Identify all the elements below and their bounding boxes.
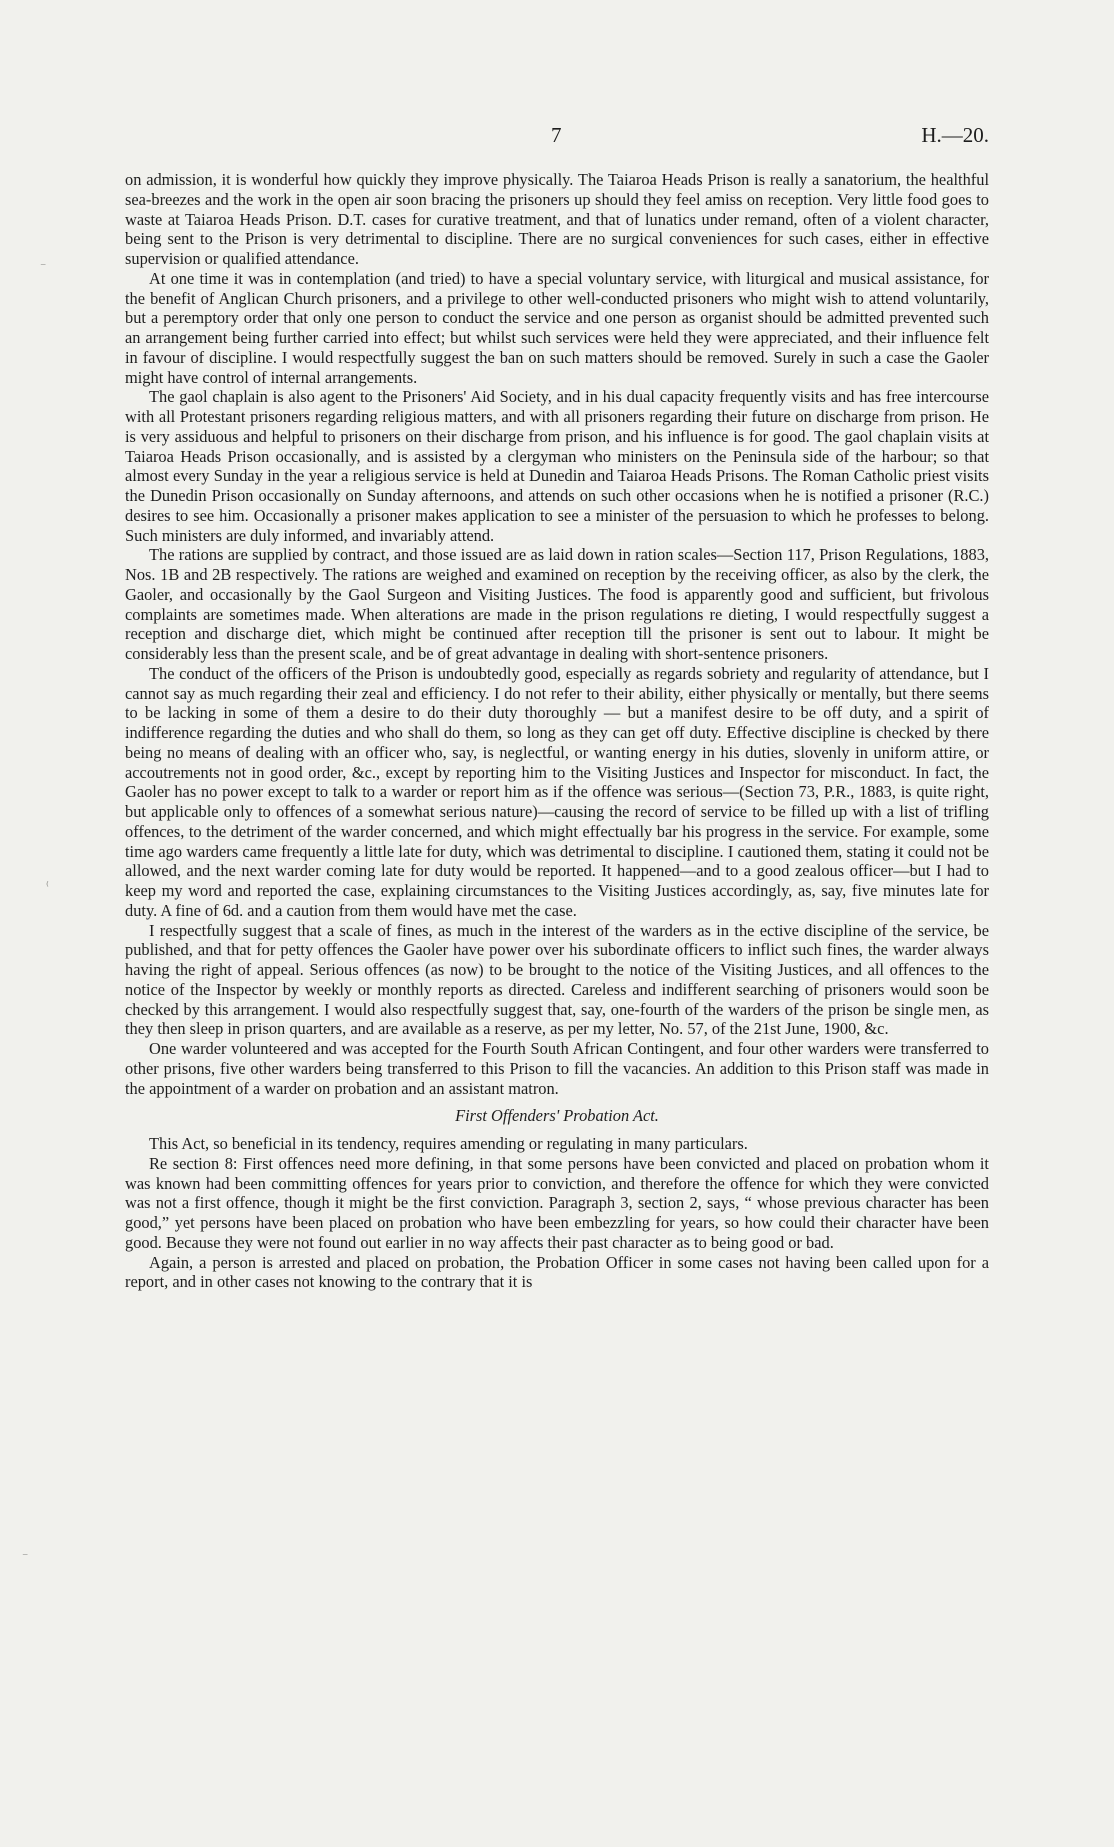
paragraph-10: Again, a person is arrested and placed on probation, the Probation Officer in some cases not having been called upon for a report, and in other cases not knowing to the contrary that it is bbox=[125, 1252, 989, 1292]
paragraph-2: At one time it was in contemplation (and tried) to have a special voluntary service, with liturgical and musical assistance, for the benefit of Anglican Church prisoners, and a privilege to other well-conducted prisoners who might wish to attend voluntarily, but a peremptory order that only one person to conduct the service and one person as organist should be admitted prevented such an arrangement being further carried into effect; but whilst such services were held they were appreciated, and their influence felt in favour of discipline. I would respectfully suggest the ban on such matters should be removed. Surely in such a case the Gaoler might have control of internal arrangements. bbox=[125, 268, 989, 387]
document-body bbox=[125, 170, 989, 1292]
document-code: H.—20. bbox=[921, 123, 989, 147]
paragraph-3: The gaol chaplain is also agent to the Prisoners' Aid Society, and in his dual capacity frequently visits and has free intercourse with all Protestant prisoners regarding religious matters, and with all prisoners regarding their future on discharge from prison. He is very assiduous and helpful to prisoners on their discharge from prison, and his influence is for good. The gaol chaplain visits at Taiaroa Heads Prison occasionally, and is assisted by a clergyman who ministers on the Peninsula side of the harbour; so that almost every Sunday in the year a religious service is held at Dunedin and Taiaroa Heads Prisons. The Roman Catholic priest visits the Dunedin Prison occasionally on Sunday afternoons, and attends on such other occasions when he is notified a prisoner (R.C.) desires to see him. Occasionally a prisoner makes application to see a minister of the persuasion to which he professes to belong. Such ministers are duly informed, and invariably attend. bbox=[125, 387, 989, 545]
page-number: 7 bbox=[551, 123, 562, 147]
scan-mark: ⁻ bbox=[22, 1549, 29, 1563]
paragraph-4: The rations are supplied by contract, and those issued are as laid down in ration scales—Section 117, Prison Regulations, 1883, Nos. 1B and 2B respectively. The rations are weighed and examined on reception by the receiving officer, as also by the clerk, the Gaoler, and occasionally by the Gaol Surgeon and Visiting Justices. The food is apparently good and sufficient, but frivolous complaints are sometimes made. When alterations are made in the prison regulations re dieting, I would respectfully suggest a reception and discharge diet, which might be continued after reception till the prisoner is sent out to labour. It might be considerably less than the present scale, and be of great advantage in dealing with short-sentence prisoners. bbox=[125, 545, 989, 663]
paragraph-6: I respectfully suggest that a scale of fines, as much in the interest of the warders as in the ective discipline of the service, be published, and that for petty offences the Gaoler have power over his subordinate officers to inflict such fines, the warder always having the right of appeal. Serious offences (as now) to be brought to the notice of the Visiting Justices, and all offences to the notice of the Inspector by weekly or monthly reports as directed. Careless and indifferent searching of prisoners would soon be checked by this arrangement. I would also respectfully suggest that, say, one-fourth of the warders of the prison be single men, as they then sleep in prison quarters, and are available as a reserve, as per my letter, No. 57, of the 21st June, 1900, &c. bbox=[125, 920, 989, 1039]
paragraph-7: One warder volunteered and was accepted for the Fourth South African Contingent, and four other warders were transferred to other prisons, five other warders being transferred to this Prison to fill the vacancies. An addition to this Prison staff was made in the appointment of a warder on probation and an assistant matron. bbox=[125, 1039, 989, 1098]
scan-mark: ⁻ bbox=[40, 259, 47, 273]
paragraph-1: on admission, it is wonderful how quickly they improve physically. The Taiaroa Heads Prison is really a sanatorium, the healthful sea-breezes and the work in the open air soon bracing the prisoners up should they feel amiss on reception. Very little food goes to waste at Taiaroa Heads Prison. D.T. cases for curative treatment, and that of lunatics under remand, often of a violent character, being sent to the Prison is very detrimental to discipline. There are no surgical conveniences for such cases, either in effective supervision or qualified attendance. bbox=[125, 170, 989, 268]
paragraph-5: The conduct of the officers of the Prison is undoubtedly good, especially as regards sobriety and regularity of attendance, but I cannot say as much regarding their zeal and efficiency. I do not refer to their ability, either physically or mentally, but there seems to be lacking in some of them a desire to do their duty thoroughly — but a manifest desire to be off duty, and a spirit of indifference regarding the duties and who shall do them, so long as they can get off duty. Effective discipline is checked by there being no means of dealing with an officer who, say, is neglectful, or wanting energy in his duties, slovenly in uniform attire, or accoutrements not in good order, &c., except by reporting him to the Visiting Justices and Inspector for misconduct. In fact, the Gaoler has no power except to talk to a warder or report him as if the offence was serious—(Section 73, P.R., 1883, is quite right, but applicable only to offences of a somewhat serious nature)—causing the record of service to be filled up with a list of trifling offences, to the detriment of the warder concerned, and which might effectually bar his progress in the service. For example, some time ago warders came frequently a little late for duty, which was detrimental to discipline. I cautioned them, stating it could not be allowed, and the next warder coming late for duty would be reported. It happened—and to a good zealous officer—but I had to keep my word and reported the case, explaining circumstances to the Visiting Justices accordingly, as, say, five minutes late for duty. A fine of 6d. and a caution from them would have met the case. bbox=[125, 663, 989, 920]
scan-mark: ⁽ bbox=[46, 879, 49, 893]
section-heading: First Offenders' Probation Act. bbox=[455, 1106, 659, 1126]
paragraph-9: Re section 8: First offences need more defining, in that some persons have been convicted and placed on probation whom it was known had been committing offences for years prior to conviction, and therefore the offence for which they were convicted was not a first offence, though it might be the first conviction. Paragraph 3, section 2, says, “ whose previous character has been good,” yet persons have been placed on probation who have been embezzling for years, so how could their character have been good. Because they were not found out earlier in no way affects their past character as to being good or bad. bbox=[125, 1153, 989, 1252]
paragraph-8: This Act, so beneficial in its tendency, requires amending or regulating in many particulars. bbox=[149, 1134, 748, 1153]
